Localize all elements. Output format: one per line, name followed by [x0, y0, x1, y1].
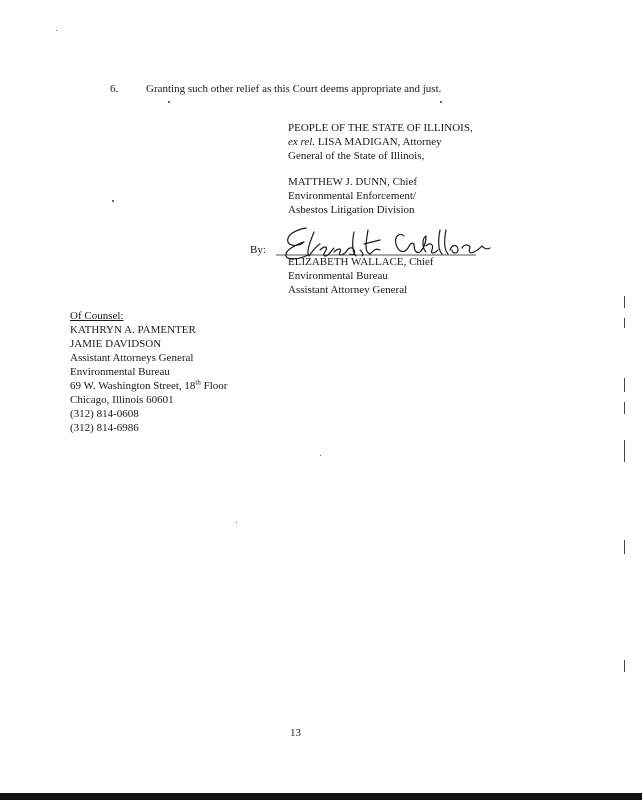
address-sup: th [195, 378, 201, 387]
address-pre: 69 W. Washington Street, 18 [70, 380, 196, 392]
scan-speck [440, 101, 442, 103]
scan-bottom-edge [0, 793, 642, 800]
scan-edge-mark [624, 296, 625, 308]
scan-edge-mark [624, 540, 625, 554]
scan-speck [56, 30, 57, 31]
attorney-text: LISA MADIGAN, Attorney [315, 136, 442, 148]
scan-edge-mark [624, 660, 625, 672]
counsel-phone-1: (312) 814-0608 [70, 408, 139, 420]
signer-line-3: Assistant Attorney General [288, 284, 408, 296]
paragraph-number: 6. [110, 83, 119, 95]
scan-edge-mark [624, 318, 625, 328]
ex-rel-text: ex rel. [288, 136, 316, 148]
page-number: 13 [290, 727, 301, 739]
counsel-heading: Of Counsel: [70, 310, 124, 322]
plaintiff-line-3: General of the State of Illinois, [288, 150, 425, 162]
signer-line-2: Environmental Bureau [288, 270, 388, 282]
counsel-line-3: Assistant Attorneys General [70, 352, 194, 364]
plaintiff-line-1: PEOPLE OF THE STATE OF ILLINOIS, [288, 122, 473, 134]
counsel-line-4: Environmental Bureau [70, 366, 170, 378]
signer-line-1: ELIZABETH WALLACE, Chief [288, 256, 434, 268]
counsel-line-6: Chicago, Illinois 60601 [70, 394, 174, 406]
scan-speck [320, 455, 321, 456]
address-post: Floor [200, 380, 228, 392]
plaintiff-line-2 [288, 136, 442, 150]
counsel-phone-2: (312) 814-6986 [70, 422, 139, 434]
scan-speck [112, 200, 114, 202]
counsel-line-1: KATHRYN A. PAMENTER [70, 324, 196, 336]
chief-line-3: Asbestos Litigation Division [288, 204, 415, 216]
scan-edge-mark [624, 378, 625, 392]
counsel-line-2: JAMIE DAVIDSON [70, 338, 162, 350]
scan-speck [168, 101, 170, 103]
chief-line-1: MATTHEW J. DUNN, Chief [288, 176, 418, 188]
by-label: By: [250, 244, 266, 256]
scan-speck [236, 522, 237, 523]
paragraph-text: Granting such other relief as this Court deems appropriate and just. [146, 83, 442, 95]
chief-line-2: Environmental Enforcement/ [288, 190, 416, 202]
scan-edge-mark [624, 440, 625, 462]
scan-edge-mark [624, 402, 625, 414]
counsel-address [70, 380, 227, 394]
